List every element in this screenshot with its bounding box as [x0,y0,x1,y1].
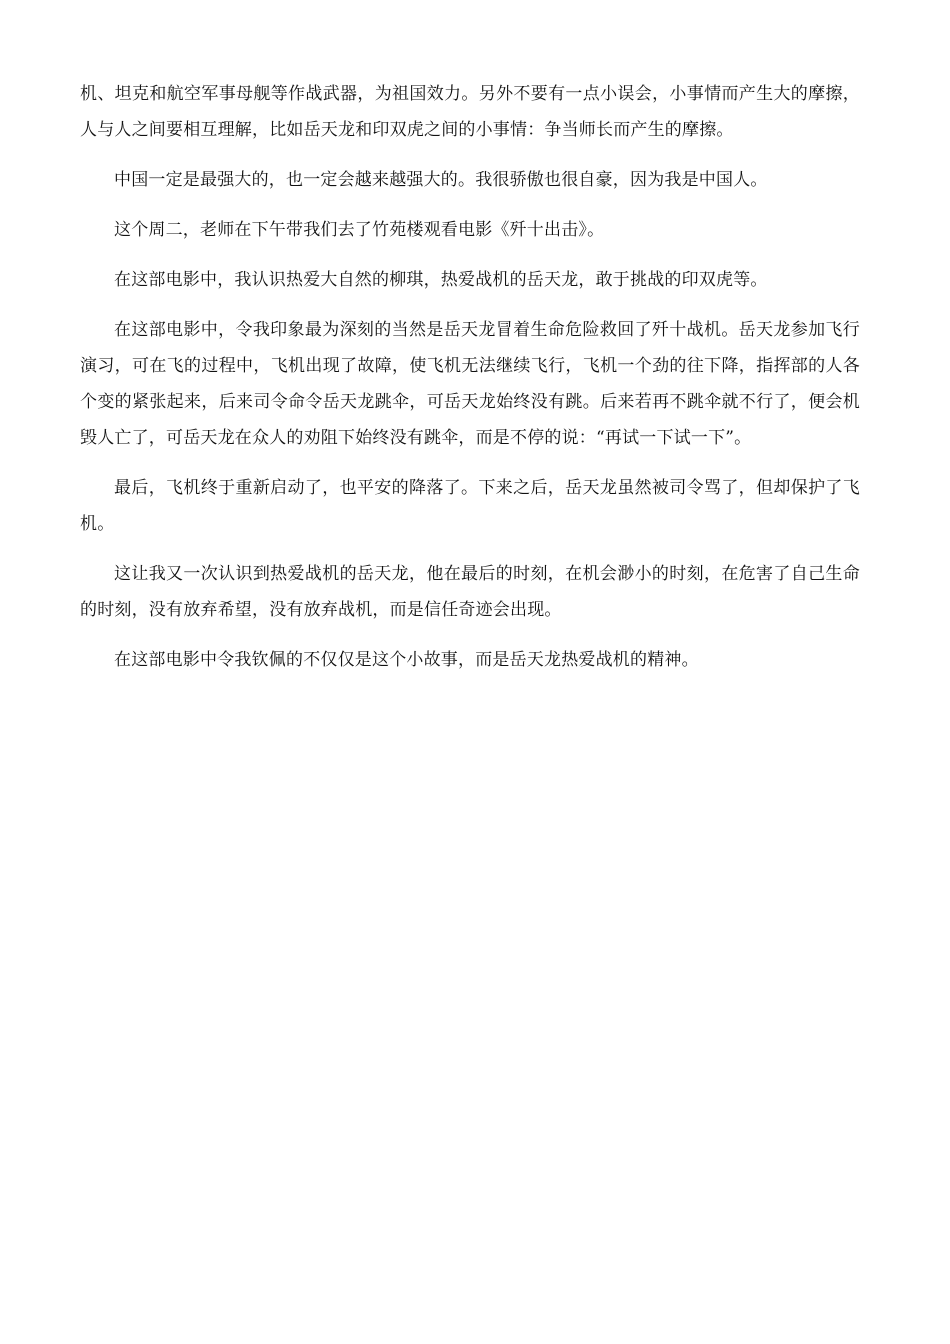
paragraph: 中国一定是最强大的，也一定会越来越强大的。我很骄傲也很自豪，因为我是中国人。 [114,170,768,190]
document-body [80,76,860,692]
paragraph: 最后，飞机终于重新启动了，也平安的降落了。下来之后，岳天龙虽然被司令骂了，但却保护了飞机。 [80,478,860,534]
paragraph: 在这部电影中令我钦佩的不仅仅是这个小故事，而是岳天龙热爱战机的精神。 [114,650,699,670]
paragraph: 在这部电影中，令我印象最为深刻的当然是岳天龙冒着生命危险救回了歼十战机。岳天龙参加飞行演习，可在飞的过程中，飞机出现了故障，使飞机无法继续飞行，飞机一个劲的往下降，指挥部的人各个变的紧张起来，后来司令命令岳天龙跳伞，可岳天龙始终没有跳。后来若再不跳伞就不行了，便会机毁人亡了，可岳天龙在众人的劝阻下始终没有跳伞，而是不停的说：“再试一下试一下”。 [80,320,860,448]
paragraph: 这让我又一次认识到热爱战机的岳天龙，他在最后的时刻，在机会渺小的时刻，在危害了自己生命的时刻，没有放弃希望，没有放弃战机，而是信任奇迹会出现。 [80,564,860,620]
paragraph-continued: 机、坦克和航空军事母舰等作战武器，为祖国效力。另外不要有一点小误会，小事情而产生大的摩擦，人与人之间要相互理解，比如岳天龙和印双虎之间的小事情：争当师长而产生的摩擦。 [80,84,860,140]
paragraph: 在这部电影中，我认识热爱大自然的柳琪，热爱战机的岳天龙，敢于挑战的印双虎等。 [114,270,768,290]
paragraph: 这个周二，老师在下午带我们去了竹苑楼观看电影《歼十出击》。 [114,220,605,240]
